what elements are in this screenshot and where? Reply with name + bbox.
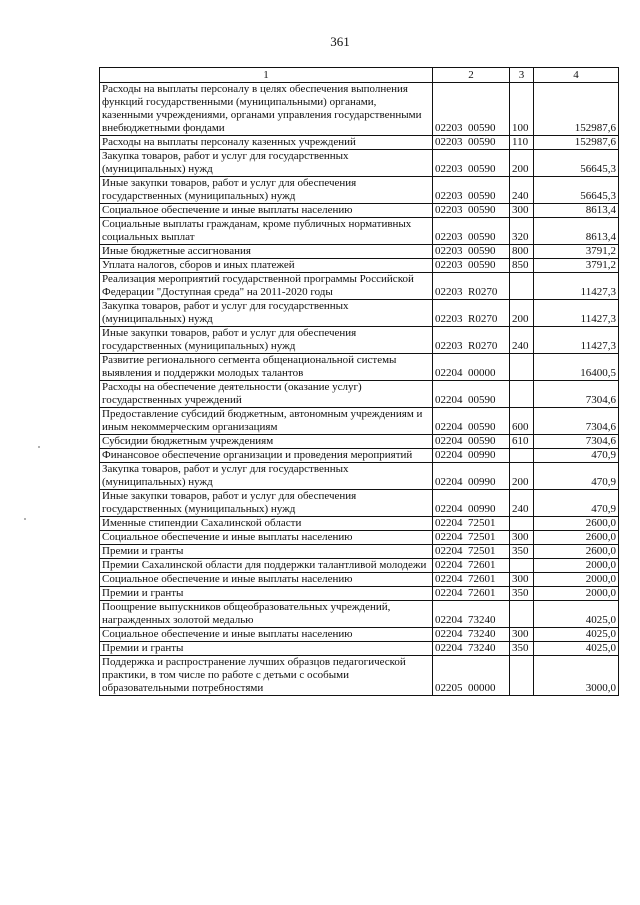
row-amount: 152987,6 — [534, 83, 619, 136]
row-amount: 470,9 — [534, 490, 619, 517]
row-expense-type: 240 — [510, 177, 534, 204]
row-code: 02203 00590 — [433, 83, 510, 136]
row-code: 02204 72601 — [433, 573, 510, 587]
table-row — [100, 408, 619, 435]
row-expense-type: 100 — [510, 83, 534, 136]
row-amount: 2000,0 — [534, 559, 619, 573]
row-name: Именные стипендии Сахалинской области — [100, 517, 433, 531]
row-expense-type: 300 — [510, 531, 534, 545]
row-expense-type: 800 — [510, 245, 534, 259]
row-amount: 8613,4 — [534, 218, 619, 245]
row-amount: 7304,6 — [534, 435, 619, 449]
table-row — [100, 83, 619, 136]
row-amount: 470,9 — [534, 449, 619, 463]
row-code: 02204 73240 — [433, 642, 510, 656]
row-amount: 4025,0 — [534, 628, 619, 642]
row-amount: 7304,6 — [534, 408, 619, 435]
row-amount: 16400,5 — [534, 354, 619, 381]
scan-speck — [38, 446, 40, 448]
row-code: 02204 72501 — [433, 531, 510, 545]
row-expense-type: 200 — [510, 150, 534, 177]
row-code: 02204 72601 — [433, 587, 510, 601]
row-name: Закупка товаров, работ и услуг для государственных (муниципальных) нужд — [100, 300, 433, 327]
table-row — [100, 273, 619, 300]
header-col-2: 2 — [433, 68, 510, 83]
header-col-3: 3 — [510, 68, 534, 83]
row-amount: 152987,6 — [534, 136, 619, 150]
row-code: 02204 72501 — [433, 517, 510, 531]
row-amount: 56645,3 — [534, 150, 619, 177]
table-row — [100, 177, 619, 204]
row-name: Развитие регионального сегмента общенациональной системы выявления и поддержки молодых талантов — [100, 354, 433, 381]
row-code: 02204 00990 — [433, 463, 510, 490]
row-expense-type: 110 — [510, 136, 534, 150]
table-row — [100, 354, 619, 381]
row-expense-type — [510, 381, 534, 408]
row-expense-type — [510, 656, 534, 696]
table-row — [100, 656, 619, 696]
row-amount: 4025,0 — [534, 642, 619, 656]
row-amount: 3000,0 — [534, 656, 619, 696]
row-code: 02203 R0270 — [433, 300, 510, 327]
table-row — [100, 587, 619, 601]
row-name: Закупка товаров, работ и услуг для государственных (муниципальных) нужд — [100, 463, 433, 490]
row-name: Расходы на выплаты персоналу в целях обеспечения выполнения функций государственными (муниципальными) органами, казенными учреждениями, органами управления государственными внебюджетными фондами — [100, 83, 433, 136]
row-amount: 2000,0 — [534, 573, 619, 587]
row-name: Премии и гранты — [100, 642, 433, 656]
row-code: 02203 00590 — [433, 136, 510, 150]
row-expense-type: 300 — [510, 204, 534, 218]
table-row — [100, 559, 619, 573]
row-code: 02204 73240 — [433, 628, 510, 642]
row-name: Финансовое обеспечение организации и проведения мероприятий — [100, 449, 433, 463]
row-name: Премии Сахалинской области для поддержки талантливой молодежи — [100, 559, 433, 573]
row-expense-type — [510, 517, 534, 531]
table-row — [100, 490, 619, 517]
table-row — [100, 204, 619, 218]
row-name: Иные закупки товаров, работ и услуг для обеспечения государственных (муниципальных) нужд — [100, 327, 433, 354]
header-col-4: 4 — [534, 68, 619, 83]
row-code: 02204 00990 — [433, 490, 510, 517]
row-code: 02204 00590 — [433, 408, 510, 435]
table-row — [100, 517, 619, 531]
row-name: Социальное обеспечение и иные выплаты населению — [100, 573, 433, 587]
row-expense-type: 850 — [510, 259, 534, 273]
row-expense-type: 300 — [510, 628, 534, 642]
table-row — [100, 381, 619, 408]
row-amount: 3791,2 — [534, 259, 619, 273]
table-row — [100, 300, 619, 327]
row-name: Иные бюджетные ассигнования — [100, 245, 433, 259]
row-amount: 3791,2 — [534, 245, 619, 259]
row-code: 02203 00590 — [433, 204, 510, 218]
row-name: Закупка товаров, работ и услуг для государственных (муниципальных) нужд — [100, 150, 433, 177]
table-row — [100, 449, 619, 463]
row-expense-type: 610 — [510, 435, 534, 449]
table-row — [100, 463, 619, 490]
row-amount: 2000,0 — [534, 587, 619, 601]
row-code: 02203 R0270 — [433, 327, 510, 354]
row-expense-type: 320 — [510, 218, 534, 245]
row-amount: 2600,0 — [534, 517, 619, 531]
table-row — [100, 601, 619, 628]
table-row — [100, 259, 619, 273]
row-code: 02203 R0270 — [433, 273, 510, 300]
row-expense-type: 350 — [510, 587, 534, 601]
row-code: 02203 00590 — [433, 150, 510, 177]
table-row — [100, 531, 619, 545]
table-row — [100, 136, 619, 150]
row-expense-type: 600 — [510, 408, 534, 435]
row-name: Премии и гранты — [100, 587, 433, 601]
row-amount: 2600,0 — [534, 531, 619, 545]
row-expense-type: 350 — [510, 642, 534, 656]
row-code: 02204 00990 — [433, 449, 510, 463]
row-name: Поддержка и распространение лучших образцов педагогической практики, в том числе по работе с детьми с особыми образовательными потребностями — [100, 656, 433, 696]
table-row — [100, 327, 619, 354]
row-code: 02205 00000 — [433, 656, 510, 696]
row-name: Социальные выплаты гражданам, кроме публичных нормативных социальных выплат — [100, 218, 433, 245]
table-body — [100, 83, 619, 696]
row-code: 02204 00000 — [433, 354, 510, 381]
row-amount: 2600,0 — [534, 545, 619, 559]
row-name: Уплата налогов, сборов и иных платежей — [100, 259, 433, 273]
row-expense-type — [510, 449, 534, 463]
row-name: Поощрение выпускников общеобразовательных учреждений, награжденных золотой медалью — [100, 601, 433, 628]
row-expense-type: 200 — [510, 300, 534, 327]
row-code: 02204 72501 — [433, 545, 510, 559]
row-expense-type — [510, 559, 534, 573]
table-row — [100, 545, 619, 559]
row-code: 02203 00590 — [433, 259, 510, 273]
row-amount: 470,9 — [534, 463, 619, 490]
row-name: Расходы на обеспечение деятельности (оказание услуг) государственных учреждений — [100, 381, 433, 408]
row-code: 02204 72601 — [433, 559, 510, 573]
header-col-1: 1 — [100, 68, 433, 83]
row-code: 02203 00590 — [433, 177, 510, 204]
row-expense-type: 200 — [510, 463, 534, 490]
table-row — [100, 218, 619, 245]
row-expense-type — [510, 601, 534, 628]
row-amount: 11427,3 — [534, 300, 619, 327]
table-header-row — [100, 68, 619, 83]
row-expense-type: 240 — [510, 327, 534, 354]
row-amount: 8613,4 — [534, 204, 619, 218]
row-name: Иные закупки товаров, работ и услуг для обеспечения государственных (муниципальных) нужд — [100, 177, 433, 204]
row-amount: 56645,3 — [534, 177, 619, 204]
budget-table — [99, 67, 619, 696]
table-row — [100, 573, 619, 587]
table-row — [100, 435, 619, 449]
table-row — [100, 245, 619, 259]
page-number: 361 — [330, 34, 350, 49]
row-expense-type: 300 — [510, 573, 534, 587]
table-row — [100, 150, 619, 177]
row-name: Расходы на выплаты персоналу казенных учреждений — [100, 136, 433, 150]
row-name: Предоставление субсидий бюджетным, автономным учреждениям и иным некоммерческим организациям — [100, 408, 433, 435]
row-name: Социальное обеспечение и иные выплаты населению — [100, 204, 433, 218]
row-amount: 4025,0 — [534, 601, 619, 628]
row-code: 02204 00590 — [433, 435, 510, 449]
row-amount: 11427,3 — [534, 273, 619, 300]
row-code: 02203 00590 — [433, 245, 510, 259]
row-code: 02204 73240 — [433, 601, 510, 628]
table-row — [100, 642, 619, 656]
scan-speck — [24, 518, 26, 520]
row-expense-type — [510, 273, 534, 300]
row-code: 02203 00590 — [433, 218, 510, 245]
row-code: 02204 00590 — [433, 381, 510, 408]
row-expense-type: 240 — [510, 490, 534, 517]
row-name: Иные закупки товаров, работ и услуг для обеспечения государственных (муниципальных) нужд — [100, 490, 433, 517]
row-amount: 7304,6 — [534, 381, 619, 408]
row-amount: 11427,3 — [534, 327, 619, 354]
row-name: Социальное обеспечение и иные выплаты населению — [100, 628, 433, 642]
row-name: Реализация мероприятий государственной программы Российской Федерации "Доступная среда" на 2011-2020 годы — [100, 273, 433, 300]
row-expense-type: 350 — [510, 545, 534, 559]
table-row — [100, 628, 619, 642]
row-name: Премии и гранты — [100, 545, 433, 559]
row-expense-type — [510, 354, 534, 381]
row-name: Субсидии бюджетным учреждениям — [100, 435, 433, 449]
row-name: Социальное обеспечение и иные выплаты населению — [100, 531, 433, 545]
